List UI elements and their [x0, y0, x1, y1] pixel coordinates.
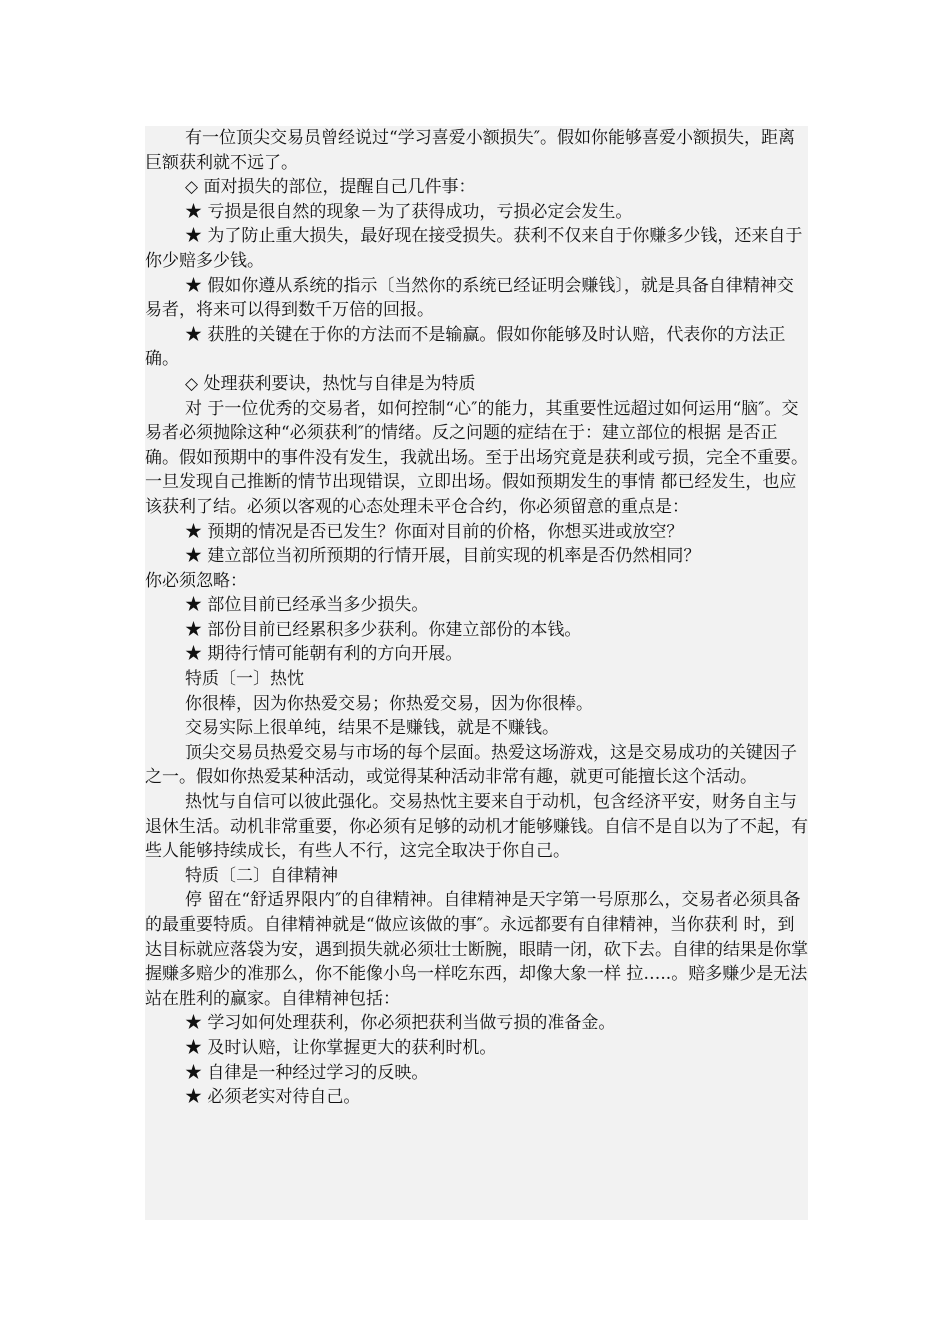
- paragraph: 顶尖交易员热爱交易与市场的每个层面。热爱这场游戏，这是交易成功的关键因子之一。假如你热爱某种活动，或觉得某种活动非常有趣，就更可能擅长这个活动。: [145, 742, 797, 788]
- section-heading-profit-tips: ◇ 处理获利要诀，热忱与自律是为特质: [185, 373, 476, 394]
- paragraph-self-discipline: 停 留在“舒适界限内″的自律精神。自律精神是天字第一号原那么，交易者必须具备的最重要特质。自律精神就是“做应该做的事″。永远都要有自律精神，当你获利 时，到达目标就应落袋为安，遇到损失就必须壮士断腕，眼睛一闭，砍下去。自律的结果是你掌握赚多赔少的准那么，你不能像小鸟一样吃东西，却像大象一样 拉…..。赔多赚少是无法站在胜利的赢家。自律精神包括：: [145, 890, 808, 1009]
- bullet-item: ★ 假如你遵从系统的指示〔当然你的系统已经证明会赚钱〕，就是具备自律精神交易者，将来可以得到数千万倍的回报。: [145, 275, 794, 321]
- bullet-item: ★ 自律是一种经过学习的反映。: [185, 1062, 429, 1083]
- paragraph: 交易实际上很单纯，结果不是赚钱，就是不赚钱。: [185, 718, 559, 739]
- bullet-item: ★ 期待行情可能朝有利的方向开展。: [185, 644, 463, 665]
- paragraph-mind-control: 对 于一位优秀的交易者，如何控制“心″的能力，其重要性远超过如何运用“脑″。交易者必须抛除这种“必须获利″的情绪。反之问题的症结在于：建立部位的根据 是否正确。假如预期中的事件没有发生，我就出场。至于出场究竟是获利或亏损，完全不重要。一旦发现自己推断的情节出现错误，立即出场。假如预期发生的事情 都已经发生，也应该获利了结。必须以客观的心态处理未平仓合约，你必须留意的重点是：: [145, 398, 808, 517]
- bullet-item: ★ 亏损是很自然的现象－为了获得成功，亏损必定会发生。: [185, 201, 633, 222]
- bullet-item: ★ 为了防止重大损失，最好现在接受损失。获利不仅来自于你赚多少钱，还来自于你少赔多少钱。: [145, 226, 803, 271]
- paragraph: 你很棒，因为你热爱交易；你热爱交易，因为你很棒。: [185, 693, 593, 714]
- bullet-item: ★ 及时认赔，让你掌握更大的获利时机。: [185, 1037, 497, 1058]
- document-body: [145, 126, 808, 1110]
- section-heading-facing-losses: ◇ 面对损失的部位，提醒自己几件事：: [185, 177, 476, 198]
- bullet-item: ★ 部份目前已经累积多少获利。你建立部份的本钱。: [185, 619, 582, 640]
- bullet-item: ★ 部位目前已经承当多少损失。: [185, 595, 429, 616]
- section-heading-trait-two: 特质〔二〕自律精神: [185, 865, 338, 886]
- bullet-item: ★ 必须老实对待自己。: [185, 1087, 361, 1108]
- section-heading-trait-one: 特质〔一〕热忱: [185, 669, 304, 690]
- bullet-item: ★ 获胜的关键在于你的方法而不是输赢。假如你能够及时认赔，代表你的方法正确。: [145, 324, 786, 370]
- paragraph: 热忱与自信可以彼此强化。交易热忱主要来自于动机，包含经济平安，财务自主与退休生活。动机非常重要，你必须有足够的动机才能够赚钱。自信不是自以为了不起，有些人能够持续成长，有些人不行，这完全取决于你自己。: [145, 792, 808, 862]
- paragraph-quote-small-losses: 有一位顶尖交易员曾经说过“学习喜爱小额损失″。假如你能够喜爱小额损失，距离巨额获利就不远了。: [145, 128, 796, 173]
- bullet-item: ★ 建立部位当初所预期的行情开展，目前实现的机率是否仍然相同？: [185, 546, 701, 567]
- bullet-item: ★ 学习如何处理获利，你必须把获利当做亏损的准备金。: [185, 1013, 616, 1034]
- paragraph-must-ignore: 你必须忽略：: [145, 570, 247, 591]
- bullet-item: ★ 预期的情况是否已发生？你面对目前的价格，你想买进或放空？: [185, 521, 684, 542]
